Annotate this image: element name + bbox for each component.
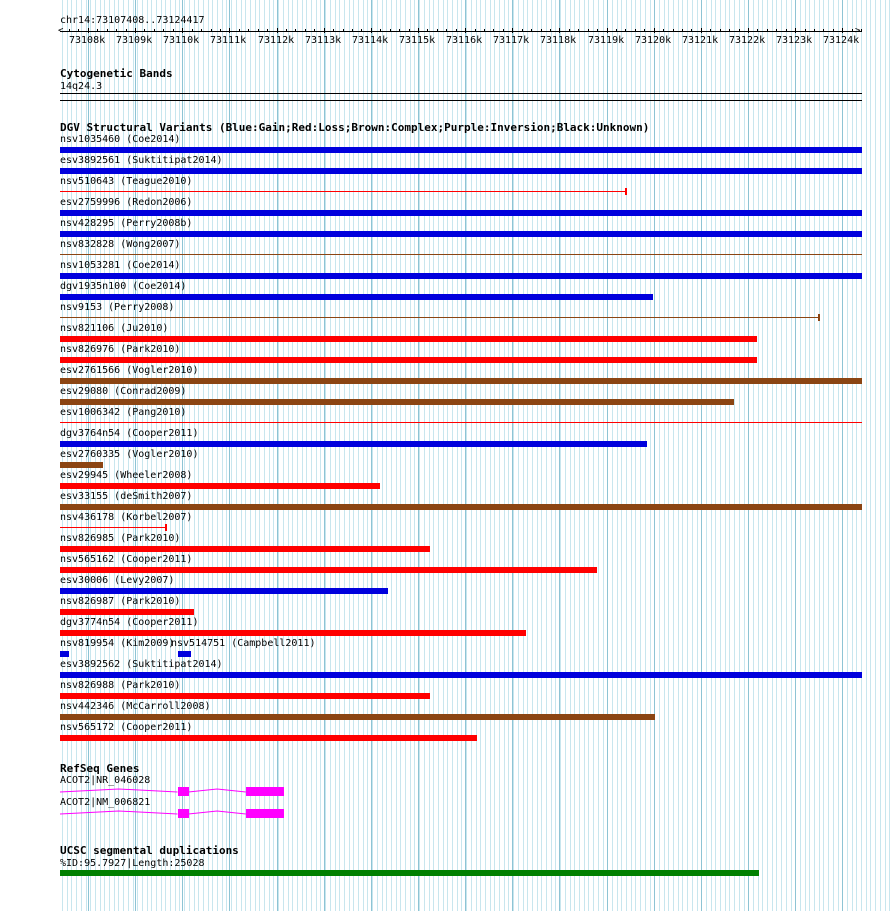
refseq-exon-block[interactable] <box>178 809 189 818</box>
dgv-feature-bar[interactable] <box>60 462 103 468</box>
ruler-minor-tick <box>493 29 494 32</box>
ruler-major-tick <box>182 28 183 33</box>
ruler-range-label: chr14:73107408..73124417 <box>60 15 205 26</box>
dgv-feature-bar[interactable] <box>60 651 69 657</box>
dgv-feature-label[interactable]: nsv819954 (Kim2009) <box>60 638 175 649</box>
ruler-tick-label: 73117k <box>493 35 530 46</box>
dgv-feature-bar[interactable] <box>60 336 757 342</box>
cytoband-track-title: Cytogenetic Bands <box>60 67 173 80</box>
refseq-intron-line <box>188 789 246 792</box>
dgv-feature-label[interactable]: nsv832828 (Wong2007) <box>60 239 181 250</box>
ruler-minor-tick <box>258 29 259 32</box>
ruler-minor-tick <box>644 29 645 32</box>
ruler-minor-tick <box>616 29 617 32</box>
dgv-feature-bar[interactable] <box>60 378 862 384</box>
ruler-minor-tick <box>635 29 636 32</box>
ruler-line <box>60 31 861 32</box>
dgv-feature-line[interactable] <box>60 527 166 528</box>
ruler-minor-tick <box>541 29 542 32</box>
dgv-feature-bar[interactable] <box>60 294 653 300</box>
ruler-minor-tick <box>409 29 410 32</box>
dgv-feature-label[interactable]: nsv826976 (Park2010) <box>60 344 181 355</box>
ruler-minor-tick <box>682 29 683 32</box>
ruler-minor-tick <box>239 29 240 32</box>
dgv-feature-bar[interactable] <box>60 567 597 573</box>
dgv-feature-bar[interactable] <box>60 504 862 510</box>
dgv-feature-line[interactable] <box>60 254 862 255</box>
ruler-minor-tick <box>710 29 711 32</box>
ruler-minor-tick <box>343 29 344 32</box>
segdup-track-title: UCSC segmental duplications <box>60 844 239 857</box>
ruler-tick-label: 73120k <box>635 35 672 46</box>
ruler-minor-tick <box>861 29 862 32</box>
refseq-gene-label[interactable]: ACOT2|NM_006821 <box>60 797 151 808</box>
dgv-feature-label[interactable]: nsv565162 (Cooper2011) <box>60 554 193 565</box>
ruler-tick-label: 73116k <box>446 35 483 46</box>
refseq-intron-line <box>60 789 178 792</box>
ruler-tick-label: 73111k <box>210 35 247 46</box>
dgv-feature-bar[interactable] <box>178 651 191 657</box>
ruler-minor-tick <box>456 29 457 32</box>
ruler-minor-tick <box>69 29 70 32</box>
ruler-minor-tick <box>437 29 438 32</box>
dgv-feature-label[interactable]: esv29080 (Conrad2009) <box>60 386 187 397</box>
ruler-minor-tick <box>154 29 155 32</box>
dgv-feature-label[interactable]: dgv3764n54 (Cooper2011) <box>60 428 199 439</box>
ruler-right-arrow-icon: > <box>855 26 861 36</box>
ruler-minor-tick <box>767 29 768 32</box>
ruler-minor-tick <box>446 29 447 32</box>
ruler-minor-tick <box>663 29 664 32</box>
dgv-feature-label[interactable]: esv33155 (deSmith2007) <box>60 491 193 502</box>
ruler-minor-tick <box>805 29 806 32</box>
ruler-minor-tick <box>691 29 692 32</box>
ruler-tick-label: 73115k <box>399 35 436 46</box>
ruler-minor-tick <box>720 29 721 32</box>
ruler-major-tick <box>748 28 749 33</box>
ruler-tick-label: 73122k <box>729 35 766 46</box>
dgv-feature-label[interactable]: nsv428295 (Perry2008b) <box>60 218 193 229</box>
ruler-major-tick <box>371 28 372 33</box>
ruler-minor-tick <box>776 29 777 32</box>
ruler-minor-tick <box>550 29 551 32</box>
dgv-feature-label[interactable]: nsv442346 (McCarroll2008) <box>60 701 211 712</box>
ruler-tick-label: 73108k <box>69 35 106 46</box>
dgv-feature-bar[interactable] <box>60 714 655 720</box>
dgv-feature-bar[interactable] <box>60 588 388 594</box>
ruler-major-tick <box>654 28 655 33</box>
dgv-feature-label[interactable]: nsv436178 (Korbel2007) <box>60 512 193 523</box>
dgv-feature-line[interactable] <box>60 317 819 318</box>
ruler-tick-label: 73118k <box>540 35 577 46</box>
ruler-tick-label: 73109k <box>116 35 153 46</box>
ruler-minor-tick <box>739 29 740 32</box>
dgv-feature-label[interactable]: nsv9153 (Perry2008) <box>60 302 175 313</box>
dgv-feature-bar[interactable] <box>60 231 862 237</box>
dgv-feature-label[interactable]: esv2760335 (Vogler2010) <box>60 449 199 460</box>
ruler-minor-tick <box>78 29 79 32</box>
ruler-minor-tick <box>286 29 287 32</box>
ruler-minor-tick <box>757 29 758 32</box>
ruler-minor-tick <box>823 29 824 32</box>
dgv-feature-bar[interactable] <box>60 399 734 405</box>
dgv-feature-end-cap <box>818 314 820 321</box>
dgv-feature-label[interactable]: dgv1935n100 (Coe2014) <box>60 281 187 292</box>
refseq-intron-line <box>188 811 246 814</box>
dgv-feature-label[interactable]: dgv3774n54 (Cooper2011) <box>60 617 199 628</box>
dgv-feature-end-cap <box>625 188 627 195</box>
ruler-tick-label: 73112k <box>258 35 295 46</box>
ruler-minor-tick <box>305 29 306 32</box>
ruler-minor-tick <box>522 29 523 32</box>
ruler-tick-label: 73114k <box>352 35 389 46</box>
ruler-minor-tick <box>729 29 730 32</box>
ruler-major-tick <box>607 28 608 33</box>
refseq-track-title: RefSeq Genes <box>60 762 140 775</box>
dgv-feature-label[interactable]: esv2759996 (Redon2006) <box>60 197 193 208</box>
ruler-minor-tick <box>427 29 428 32</box>
segdup-feature-label[interactable]: %ID:95.7927|Length:25028 <box>60 858 205 869</box>
ruler-minor-tick <box>597 29 598 32</box>
refseq-exon-block[interactable] <box>178 787 189 796</box>
dgv-track-title: DGV Structural Variants (Blue:Gain;Red:Loss;Brown:Complex;Purple:Inversion;Black:Unknown) <box>60 121 650 134</box>
cytoband-top-border <box>60 93 862 94</box>
ruler-minor-tick <box>361 29 362 32</box>
ruler-minor-tick <box>201 29 202 32</box>
dgv-feature-label[interactable]: nsv826988 (Park2010) <box>60 680 181 691</box>
ruler-tick-label: 73121k <box>682 35 719 46</box>
ruler-minor-tick <box>786 29 787 32</box>
dgv-feature-bar[interactable] <box>60 168 862 174</box>
dgv-feature-bar[interactable] <box>60 441 647 447</box>
dgv-feature-label[interactable]: nsv1053281 (Coe2014) <box>60 260 181 271</box>
ruler-axis <box>0 0 890 50</box>
dgv-feature-label[interactable]: esv2761566 (Vogler2010) <box>60 365 199 376</box>
ruler-major-tick <box>701 28 702 33</box>
dgv-feature-bar[interactable] <box>60 210 862 216</box>
ruler-major-tick <box>88 28 89 33</box>
dgv-feature-bar[interactable] <box>60 357 757 363</box>
ruler-minor-tick <box>192 29 193 32</box>
ruler-major-tick <box>842 28 843 33</box>
ruler-major-tick <box>465 28 466 33</box>
dgv-feature-label[interactable]: nsv826985 (Park2010) <box>60 533 181 544</box>
dgv-feature-bar[interactable] <box>60 147 862 153</box>
ruler-major-tick <box>135 28 136 33</box>
dgv-feature-bar[interactable] <box>60 630 526 636</box>
ruler-major-tick <box>229 28 230 33</box>
ruler-minor-tick <box>116 29 117 32</box>
ruler-minor-tick <box>97 29 98 32</box>
ruler-minor-tick <box>126 29 127 32</box>
ruler-minor-tick <box>380 29 381 32</box>
refseq-gene-model[interactable] <box>0 799 890 829</box>
cytoband-bottom-border <box>60 100 862 101</box>
refseq-gene-label[interactable]: ACOT2|NR_046028 <box>60 775 151 786</box>
ruler-tick-label: 73124k <box>823 35 860 46</box>
refseq-exon-block[interactable] <box>246 787 284 796</box>
dgv-feature-line[interactable] <box>60 191 626 192</box>
ruler-major-tick <box>795 28 796 33</box>
ruler-minor-tick <box>314 29 315 32</box>
dgv-feature-bar[interactable] <box>60 546 430 552</box>
dgv-feature-bar[interactable] <box>60 693 430 699</box>
dgv-feature-label[interactable]: nsv1035460 (Coe2014) <box>60 134 181 145</box>
ruler-minor-tick <box>399 29 400 32</box>
dgv-feature-bar[interactable] <box>60 609 194 615</box>
ruler-minor-tick <box>267 29 268 32</box>
dgv-feature-bar[interactable] <box>60 273 862 279</box>
ruler-tick-label: 73113k <box>305 35 342 46</box>
dgv-feature-bar[interactable] <box>60 735 477 741</box>
ruler-minor-tick <box>390 29 391 32</box>
dgv-feature-label[interactable]: nsv510643 (Teague2010) <box>60 176 193 187</box>
dgv-feature-bar[interactable] <box>60 672 862 678</box>
ruler-tick-label: 73119k <box>588 35 625 46</box>
ruler-left-arrow-icon: < <box>58 26 64 36</box>
dgv-feature-label[interactable]: esv30006 (Levy2007) <box>60 575 175 586</box>
dgv-feature-label[interactable]: nsv514751 (Campbell2011) <box>171 638 316 649</box>
ruler-minor-tick <box>484 29 485 32</box>
cytoband-label: 14q24.3 <box>60 81 103 92</box>
ruler-major-tick <box>559 28 560 33</box>
ruler-tick-label: 73110k <box>163 35 200 46</box>
ruler-minor-tick <box>333 29 334 32</box>
ruler-minor-tick <box>569 29 570 32</box>
ruler-tick-label: 73123k <box>776 35 813 46</box>
refseq-exon-block[interactable] <box>246 809 284 818</box>
ruler-minor-tick <box>220 29 221 32</box>
ruler-minor-tick <box>211 29 212 32</box>
ruler-minor-tick <box>531 29 532 32</box>
ruler-minor-tick <box>295 29 296 32</box>
dgv-feature-label[interactable]: esv3892562 (Suktitipat2014) <box>60 659 223 670</box>
dgv-feature-label[interactable]: nsv565172 (Cooper2011) <box>60 722 193 733</box>
dgv-feature-label[interactable]: nsv826987 (Park2010) <box>60 596 181 607</box>
ruler-minor-tick <box>852 29 853 32</box>
ruler-minor-tick <box>814 29 815 32</box>
segdup-feature-bar[interactable] <box>60 870 759 876</box>
dgv-feature-label[interactable]: esv29945 (Wheeler2008) <box>60 470 193 481</box>
dgv-feature-label[interactable]: esv3892561 (Suktitipat2014) <box>60 155 223 166</box>
dgv-feature-end-cap <box>165 524 167 531</box>
ruler-major-tick <box>418 28 419 33</box>
dgv-feature-bar[interactable] <box>60 483 380 489</box>
ruler-minor-tick <box>503 29 504 32</box>
ruler-major-tick <box>512 28 513 33</box>
ruler-minor-tick <box>173 29 174 32</box>
refseq-intron-line <box>60 811 178 814</box>
ruler-minor-tick <box>588 29 589 32</box>
ruler-minor-tick <box>475 29 476 32</box>
ruler-minor-tick <box>578 29 579 32</box>
ruler-minor-tick <box>833 29 834 32</box>
ruler-major-tick <box>324 28 325 33</box>
ruler-minor-tick <box>107 29 108 32</box>
ruler-minor-tick <box>248 29 249 32</box>
dgv-feature-label[interactable]: nsv821106 (Ju2010) <box>60 323 169 334</box>
ruler-minor-tick <box>352 29 353 32</box>
dgv-feature-label[interactable]: esv1006342 (Pang2010) <box>60 407 187 418</box>
ruler-minor-tick <box>673 29 674 32</box>
ruler-major-tick <box>277 28 278 33</box>
ruler-minor-tick <box>144 29 145 32</box>
ruler-minor-tick <box>163 29 164 32</box>
ruler-minor-tick <box>625 29 626 32</box>
dgv-feature-line[interactable] <box>60 422 862 423</box>
